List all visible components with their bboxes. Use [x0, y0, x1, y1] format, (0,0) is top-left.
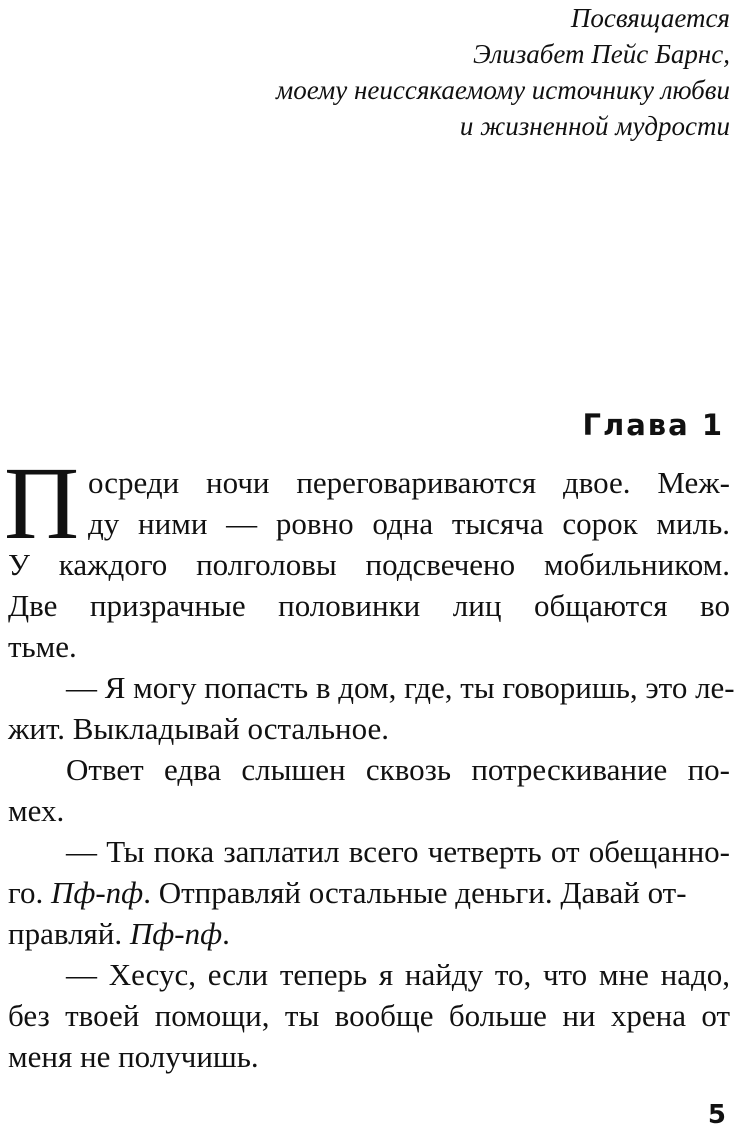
onomatopoeia: Пф-пф [50, 875, 144, 910]
text-line: осреди ночи переговариваются двое. Меж- [88, 465, 730, 500]
text-fragment: го. [8, 875, 44, 910]
page-number: 5 [707, 1100, 726, 1130]
text-line: У каждого полголовы подсвечено мобильником. [8, 547, 730, 582]
text-line: — Хесус, если теперь я найду то, что мне надо, [66, 957, 730, 992]
paragraph-1-opening [4, 446, 730, 561]
paragraph-5 [8, 954, 730, 1077]
text-line: Две призрачные половинки лиц общаются во [8, 588, 730, 623]
paragraph-1-rest [8, 544, 730, 667]
body-text [4, 446, 735, 1077]
dedication-line: Посвящается [570, 3, 730, 33]
dedication-line: моему неиссякаемому источнику любви [275, 75, 730, 105]
dedication [130, 0, 730, 144]
text-line: тьме. [8, 629, 77, 664]
paragraph-3 [8, 749, 730, 831]
paragraph-4 [8, 831, 730, 954]
text-line: — Я могу попасть в дом, где, ты говоришь, это ле- [66, 670, 735, 705]
text-line [8, 872, 730, 913]
chapter-title: Глава 1 [582, 408, 724, 442]
text-line: без твоей помощи, ты вообще больше ни хрена от [8, 998, 730, 1033]
text-line: мех. [8, 793, 65, 828]
dedication-line: Элизабет Пейс Барнс, [472, 39, 730, 69]
text-fragment: . Отправляй остальные деньги. Давай от- [143, 875, 687, 910]
text-line: ду ними — ровно одна тысяча сорок миль. [88, 506, 730, 541]
text-fragment: правляй. [8, 916, 130, 951]
text-line: меня не получишь. [8, 1039, 259, 1074]
text-line: Ответ едва слышен сквозь потрескивание по- [66, 752, 730, 787]
drop-cap: П [4, 446, 80, 561]
text-line: — Ты пока заплатил всего четверть от обещанно- [66, 834, 730, 869]
text-line [8, 913, 730, 954]
dedication-line: и жизненной мудрости [459, 111, 730, 141]
text-fragment: . [222, 916, 230, 951]
onomatopoeia: Пф-пф [129, 916, 223, 951]
text-line: жит. Выкладывай остальное. [8, 711, 390, 746]
paragraph-2 [8, 667, 735, 749]
